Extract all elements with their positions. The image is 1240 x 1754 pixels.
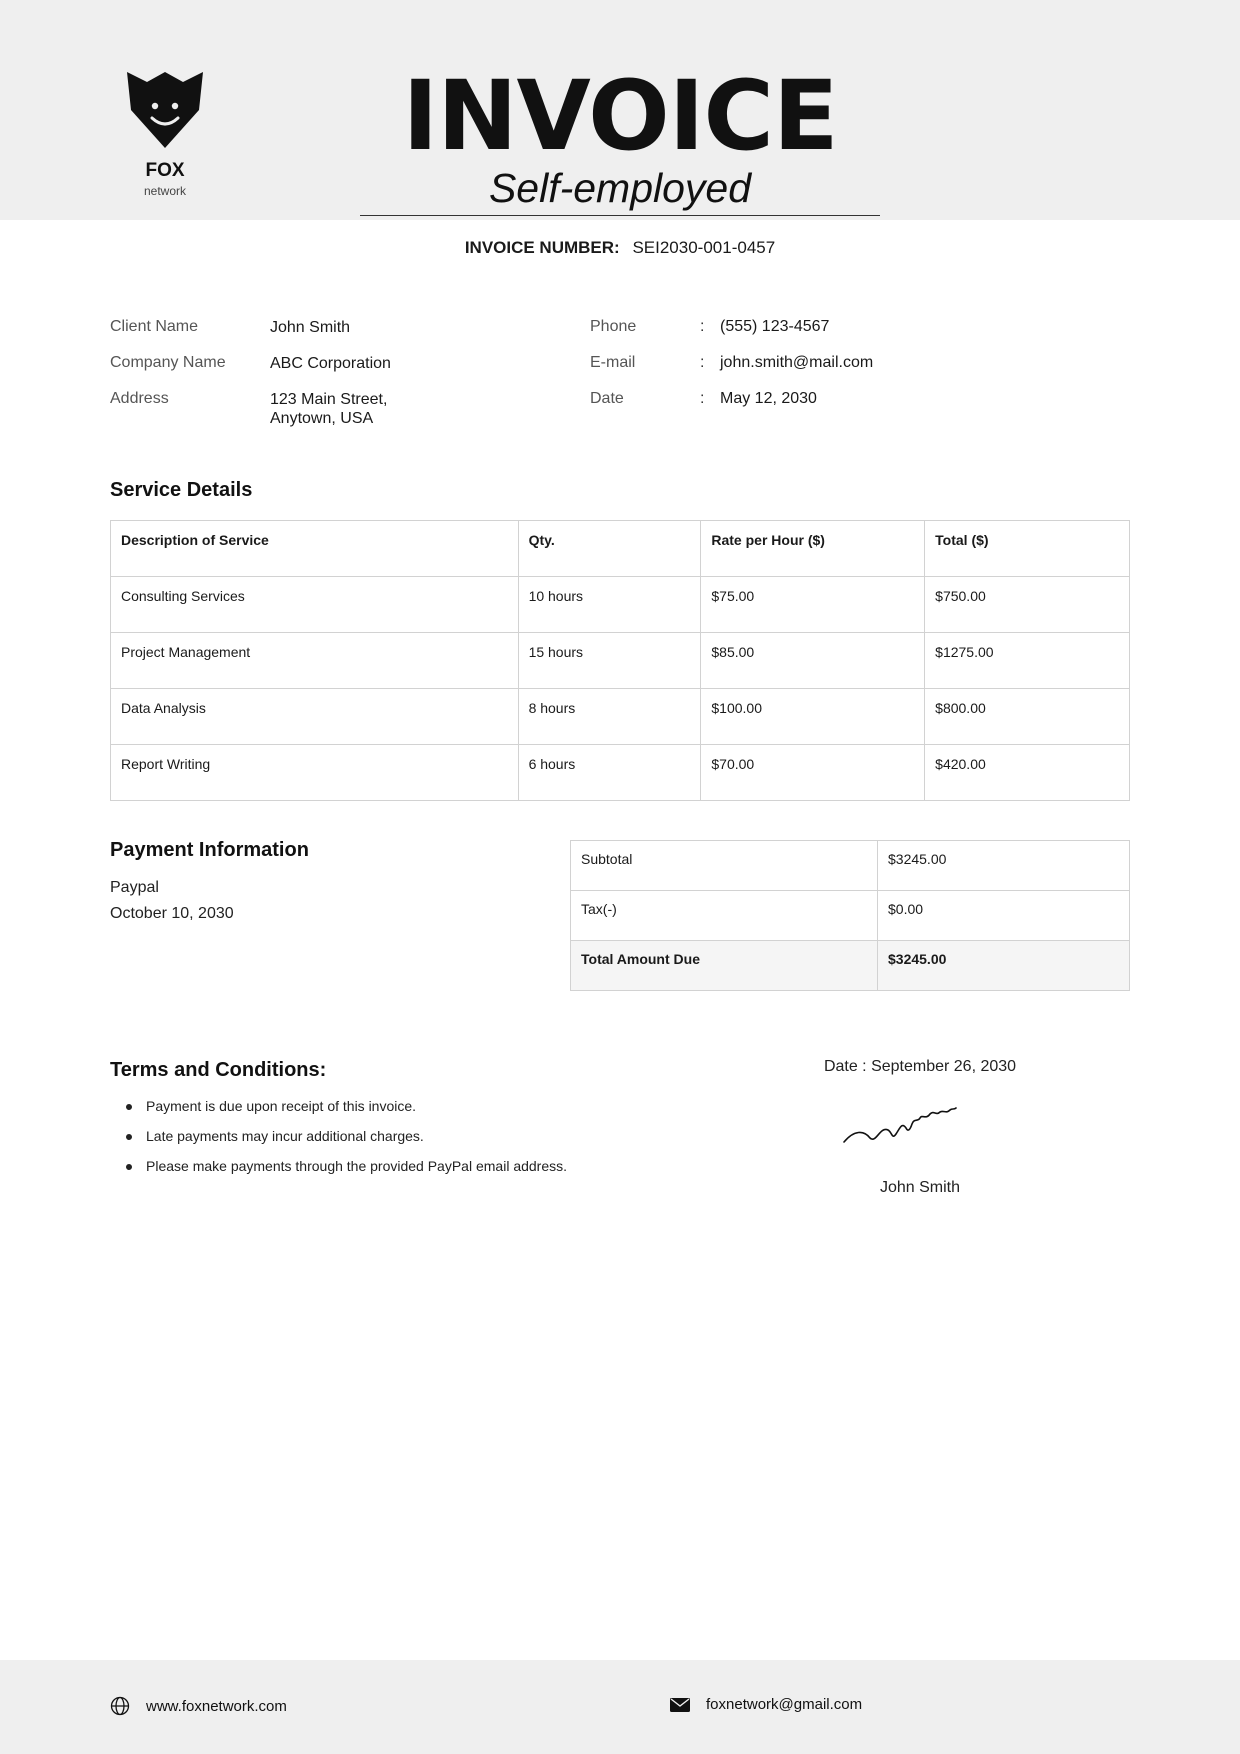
summary-value: $0.00 — [878, 891, 1130, 941]
table-cell: $100.00 — [701, 689, 925, 745]
footer — [0, 1660, 1240, 1754]
logo-name: FOX — [145, 160, 185, 181]
payment-date: October 10, 2030 — [110, 905, 234, 922]
table-cell: Report Writing — [111, 745, 519, 801]
invoice-number-label: INVOICE NUMBER: — [464, 238, 620, 257]
table-row — [111, 577, 1130, 633]
date-value: May 12, 2030 — [720, 390, 817, 407]
fox-mask-icon — [127, 72, 203, 148]
table-cell: Data Analysis — [111, 689, 519, 745]
summary-label: Tax(-) — [571, 891, 878, 941]
terms-text: Late payments may incur additional charges. — [146, 1128, 424, 1144]
envelope-icon — [670, 1697, 690, 1713]
bullet — [126, 1134, 132, 1140]
table-header-cell: Rate per Hour ($) — [701, 521, 925, 577]
signature-image — [840, 1100, 980, 1150]
contact-info — [590, 318, 873, 426]
bullet — [126, 1164, 132, 1170]
summary-row-subtotal — [571, 841, 1130, 891]
invoice-number-value: SEI2030-001-0457 — [632, 238, 776, 257]
separator: : — [700, 318, 705, 335]
table-cell: 10 hours — [518, 577, 701, 633]
list-item — [110, 1128, 567, 1158]
phone-value: (555) 123-4567 — [720, 318, 830, 335]
phone-label: Phone — [590, 318, 637, 335]
table-cell: 15 hours — [518, 633, 701, 689]
footer-email[interactable] — [670, 1696, 862, 1713]
address-line-1: 123 Main Street, — [270, 391, 388, 408]
address-value — [270, 390, 387, 426]
client-name-value: John Smith — [270, 319, 351, 336]
table-cell: Consulting Services — [111, 577, 519, 633]
email-value: john.smith@mail.com — [720, 354, 874, 371]
table-cell: $1275.00 — [925, 633, 1130, 689]
terms-title: Terms and Conditions: — [110, 1059, 327, 1081]
table-header-cell: Description of Service — [111, 521, 519, 577]
summary-row-tax — [571, 891, 1130, 941]
summary-label: Subtotal — [571, 841, 878, 891]
address-label: Address — [110, 390, 169, 407]
company-name-value: ABC Corporation — [270, 355, 391, 372]
title-block — [360, 60, 880, 211]
invoice-subtitle: Self-employed — [488, 165, 752, 211]
separator: : — [700, 354, 705, 371]
client-info — [110, 318, 391, 426]
logo-subtitle: network — [143, 184, 187, 198]
bullet — [126, 1104, 132, 1110]
service-table — [110, 520, 1130, 801]
website-link[interactable]: www.foxnetwork.com — [146, 1697, 287, 1715]
payment-method: Paypal — [110, 879, 159, 896]
table-row — [111, 633, 1130, 689]
service-details-title: Service Details — [110, 479, 253, 501]
list-item — [110, 1158, 567, 1188]
table-cell: $420.00 — [925, 745, 1130, 801]
signature-date: Date : September 26, 2030 — [823, 1058, 1017, 1075]
table-cell: $750.00 — [925, 577, 1130, 633]
email-label: E-mail — [590, 354, 636, 371]
summary-value: $3245.00 — [878, 941, 1130, 991]
summary-label: Total Amount Due — [571, 941, 878, 991]
table-row — [111, 689, 1130, 745]
title-divider — [360, 215, 880, 216]
table-header-cell: Total ($) — [925, 521, 1130, 577]
table-cell: $75.00 — [701, 577, 925, 633]
footer-website[interactable] — [110, 1696, 287, 1716]
table-cell: $85.00 — [701, 633, 925, 689]
email-link[interactable]: foxnetwork@gmail.com — [706, 1696, 863, 1713]
invoice-number — [0, 238, 1240, 258]
address-line-2: Anytown, USA — [270, 410, 374, 427]
summary-row-total — [571, 941, 1130, 991]
table-row — [111, 745, 1130, 801]
table-cell: 6 hours — [518, 745, 701, 801]
table-cell: 8 hours — [518, 689, 701, 745]
terms-list — [110, 1098, 567, 1188]
table-header-row — [111, 521, 1130, 577]
summary-table — [570, 840, 1130, 991]
table-cell: $70.00 — [701, 745, 925, 801]
date-label: Date — [590, 390, 624, 407]
table-cell: Project Management — [111, 633, 519, 689]
company-name-label: Company Name — [110, 354, 226, 371]
payment-info-title: Payment Information — [110, 839, 309, 861]
client-name-label: Client Name — [110, 318, 199, 335]
invoice-title: INVOICE — [402, 60, 838, 172]
payment-info — [110, 875, 234, 927]
list-item — [110, 1098, 567, 1128]
separator: : — [700, 390, 705, 407]
logo — [110, 72, 220, 198]
table-cell: $800.00 — [925, 689, 1130, 745]
signature-name: John Smith — [879, 1179, 961, 1196]
globe-icon — [110, 1696, 130, 1716]
table-header-cell: Qty. — [518, 521, 701, 577]
summary-value: $3245.00 — [878, 841, 1130, 891]
terms-text: Please make payments through the provided PayPal email address. — [146, 1158, 568, 1174]
terms-text: Payment is due upon receipt of this invoice. — [146, 1098, 417, 1114]
